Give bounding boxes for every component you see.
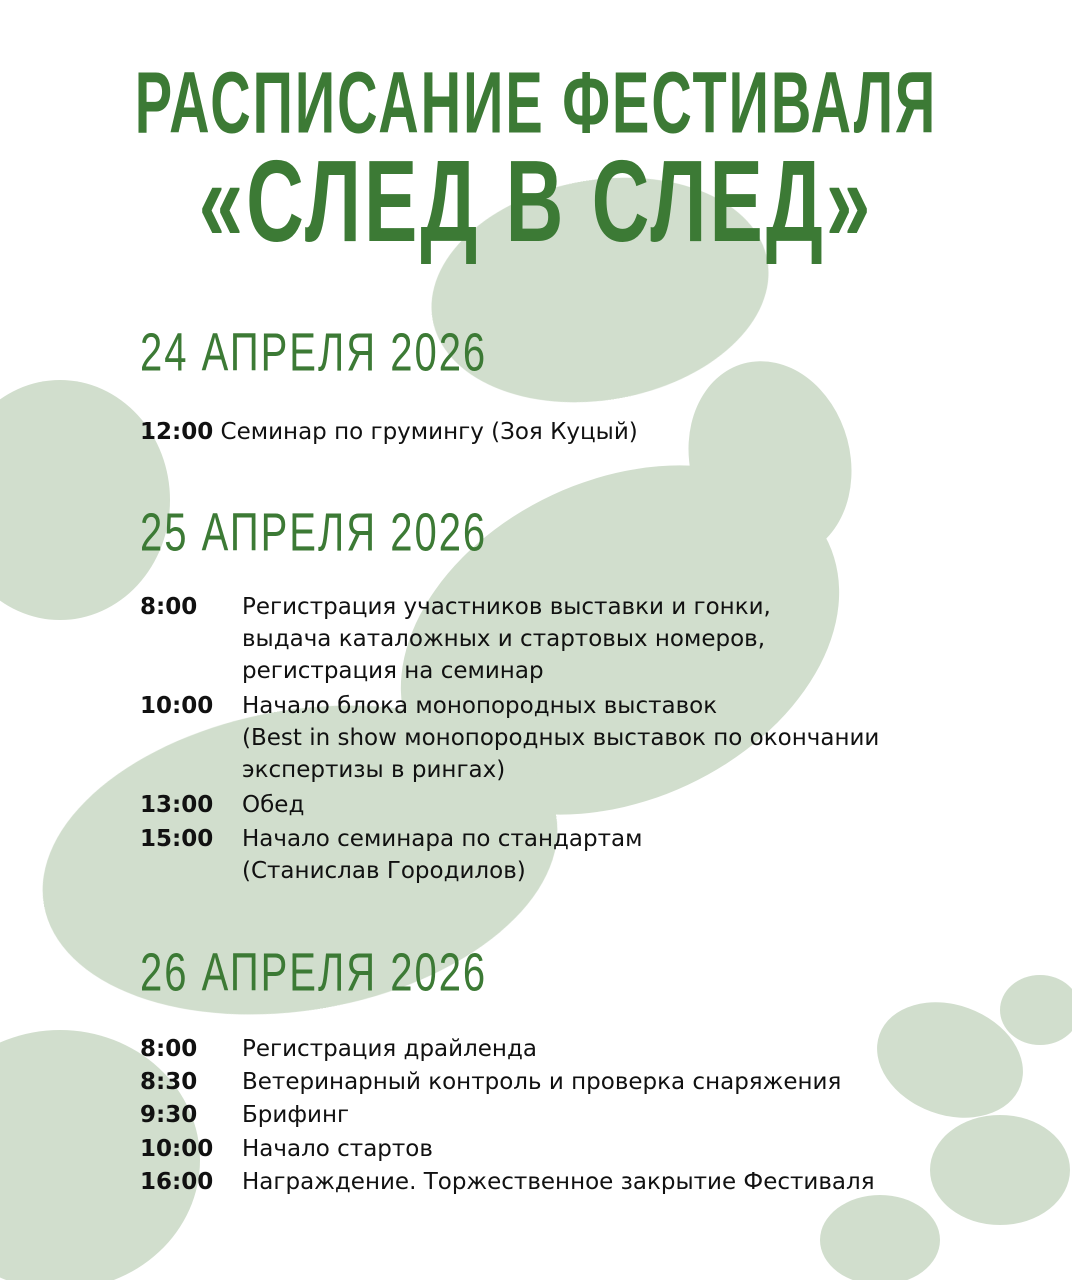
- item-time: 12:00: [140, 419, 214, 445]
- item-time: 8:30: [140, 1069, 198, 1095]
- day-heading: 24 АПРЕЛЯ 2026: [140, 323, 488, 383]
- item-text: [242, 789, 304, 821]
- item-line: Обед: [242, 792, 305, 818]
- festival-name: «СЛЕД В СЛЕД»: [198, 136, 874, 266]
- item-line: (Станислав Городилов): [242, 858, 526, 884]
- item-line: экспертизы в рингах): [242, 757, 506, 783]
- item-text: [242, 591, 771, 687]
- item-time: 9:30: [140, 1102, 198, 1128]
- item-time: 8:00: [140, 1036, 198, 1062]
- item-text: Ветеринарный контроль и проверка снаряжения: [242, 1069, 842, 1095]
- day-heading: 26 АПРЕЛЯ 2026: [140, 943, 488, 1003]
- item-line: Регистрация участников выставки и гонки,: [242, 594, 771, 620]
- item-time: 10:00: [140, 693, 214, 719]
- item-text: Начало стартов: [242, 1136, 433, 1162]
- item-line: регистрация на семинар: [242, 658, 544, 684]
- schedule-item: [140, 416, 638, 448]
- item-text: Награждение. Торжественное закрытие Фестиваля: [242, 1169, 875, 1195]
- item-text: [242, 823, 642, 887]
- item-time: 16:00: [140, 1169, 214, 1195]
- item-text: Семинар по грумингу (Зоя Куцый): [220, 419, 638, 445]
- item-time: 15:00: [140, 826, 214, 852]
- day-heading: 25 АПРЕЛЯ 2026: [140, 503, 488, 563]
- item-time: 8:00: [140, 594, 198, 620]
- item-line: выдача каталожных и стартовых номеров,: [242, 626, 766, 652]
- item-line: Начало блока монопородных выставок: [242, 693, 718, 719]
- item-line: (Best in show монопородных выставок по окончании: [242, 725, 880, 751]
- item-text: [242, 690, 879, 786]
- poster-title: РАСПИСАНИЕ ФЕСТИВАЛЯ: [134, 53, 938, 152]
- item-time: 10:00: [140, 1136, 214, 1162]
- item-text: Брифинг: [242, 1102, 350, 1128]
- item-line: Начало семинара по стандартам: [242, 826, 643, 852]
- item-text: Регистрация драйленда: [242, 1036, 537, 1062]
- item-time: 13:00: [140, 792, 214, 818]
